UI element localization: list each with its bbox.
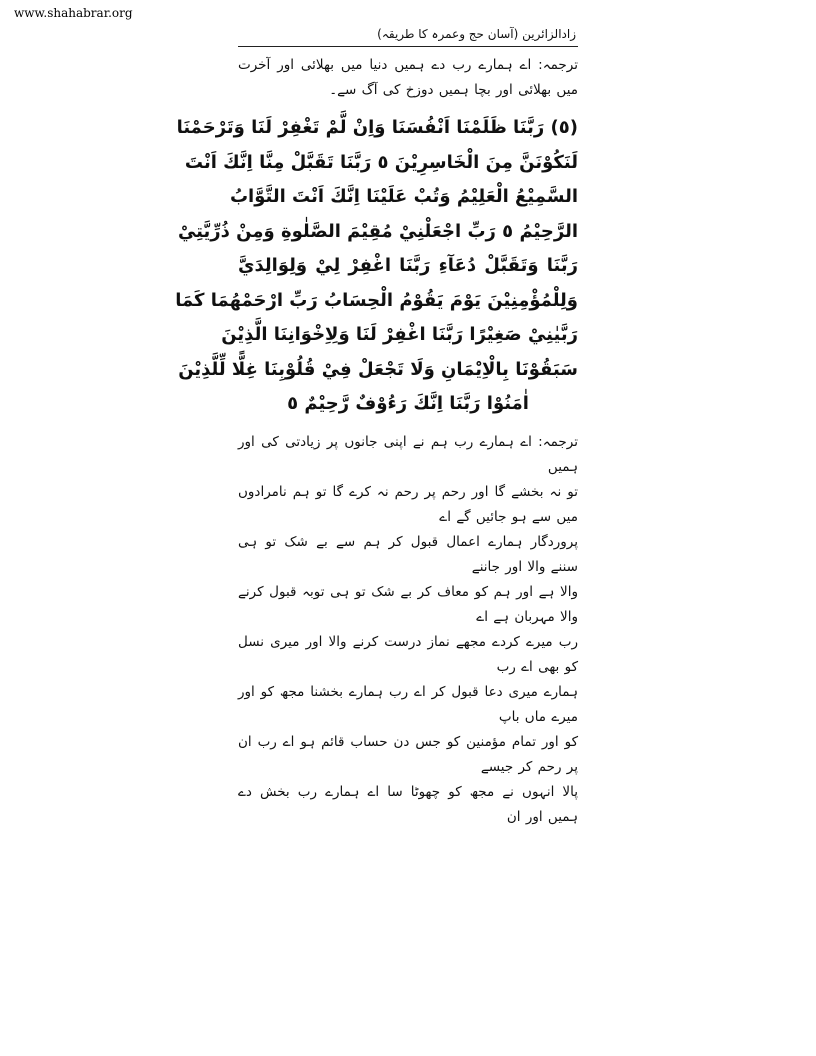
arabic-line: لَنَكُوْنَنَّ مِنَ الْخَاسِرِيْنَ ٥ رَبَّنَا تَقَبَّلْ مِنَّا اِنَّكَ اَنْتَ (184, 151, 578, 173)
arabic-line: رَبَّيٰنِيْ صَغِيْرًا رَبَّنَا اغْفِرْ لَنَا وَلِاِخْوَانِنَا الَّذِيْنَ (221, 324, 578, 345)
translation-line: رب میرے کردے مجھے نماز درست کرنے والا اور میری نسل کو بھی اے رب (238, 633, 578, 675)
arabic-line: السَّمِيْعُ الْعَلِيْمُ وَتُبْ عَلَيْنَا اِنَّكَ اَنْتَ التَّوَّابُ (229, 186, 578, 207)
book-page (175, 22, 578, 830)
translation-line: والا ہے اور ہم کو معاف کر بے شک تو ہی توبہ قبول کرنے والا مہربان ہے اے (238, 583, 578, 625)
translation-line: کو اور تمام مؤمنین کو جس دن حساب قائم ہو اے رب ان پر رحم کر جیسے (238, 733, 578, 775)
translation-line: ہمارے میری دعا قبول کر اے رب ہمارے بخشنا مجھ کو اور میرے ماں باپ (238, 683, 578, 725)
arabic-line: وَلِلْمُؤْمِنِيْنَ يَوْمَ يَقُوْمُ الْحِسَابُ رَبِّ ارْحَمْهُمَا كَمَا (175, 289, 578, 311)
translation-paragraph-main (238, 430, 578, 830)
arabic-line: اٰمَنُوْا رَبَّنَا اِنَّكَ رَءُوْفٌ رَّحِيْمٌ ٥ (287, 393, 529, 414)
translation-line: پروردگار ہمارے اعمال قبول کر ہم سے بے شک تو ہی سننے والا اور جاننے (238, 533, 578, 575)
arabic-line: سَبَقُوْنَا بِالْاِيْمَانِ وَلَا تَجْعَلْ فِيْ قُلُوْبِنَا غِلًّا لِّلَّذِيْنَ (178, 358, 578, 380)
translation-line: پالا انہوں نے مجھ کو چھوٹا سا اے ہمارے رب بخش دے ہمیں اور ان (238, 783, 578, 825)
arabic-dua-block (175, 111, 578, 422)
running-header: زادالزائرین (آسان حج وعمرہ کا طریقہ) (238, 22, 578, 47)
translation-line: ترجمہ: اے ہمارے رب ہم نے اپنی جانوں پر زیادتی کی اور ہمیں (238, 433, 578, 475)
arabic-line: (٥) رَبَّنَا ظَلَمْنَا اَنْفُسَنَا وَاِنْ لَّمْ تَغْفِرْ لَنَا وَتَرْحَمْنَا (176, 117, 578, 138)
translation-line: تو نہ بخشے گا اور رحم پر رحم نہ کرے گا تو ہم نامرادوں میں سے ہو جائیں گے اے (238, 483, 578, 525)
arabic-line: الرَّحِيْمُ ٥ رَبِّ اجْعَلْنِيْ مُقِيْمَ الصَّلٰوةِ وَمِنْ ذُرِّيَّتِيْ (177, 220, 578, 242)
site-url: www.shahabrar.org (14, 6, 133, 20)
arabic-line: رَبَّنَا وَتَقَبَّلْ دُعَآءِ رَبَّنَا اغْفِرْ لِيْ وَلِوَالِدَيَّ (238, 255, 578, 276)
translation-paragraph-top: ترجمہ: اے ہمارے رب دے ہمیں دنیا میں بھلائی اور آخرت میں بھلائی اور بچا ہمیں دوزخ کی آگ سے۔ (238, 57, 578, 98)
